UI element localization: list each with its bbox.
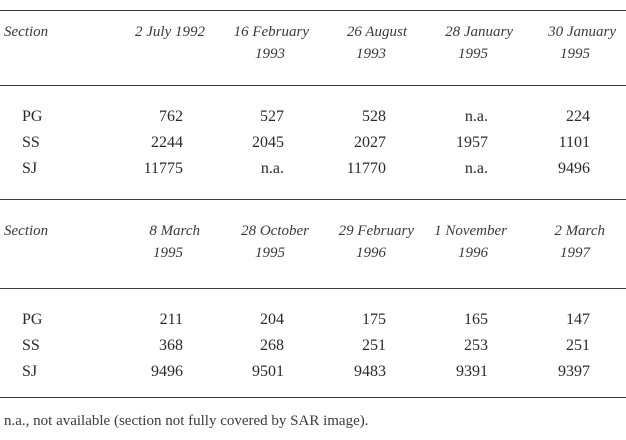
row-label: SS	[22, 337, 40, 354]
block-divider-rule	[0, 199, 626, 200]
date-header: 8 March	[149, 223, 200, 239]
row-label: SS	[22, 134, 40, 151]
table-row	[0, 132, 626, 154]
table-top-rule	[0, 10, 626, 11]
cell-value: 1101	[558, 134, 590, 151]
cell-value: 9496	[151, 363, 183, 380]
table-row	[0, 309, 626, 331]
date-header-year: 1993	[356, 46, 386, 62]
date-header: 1 November	[434, 223, 507, 239]
date-header: 2 March	[554, 223, 605, 239]
cell-value: 9483	[354, 363, 386, 380]
cell-value: 268	[260, 337, 284, 354]
cell-value: 211	[159, 311, 183, 328]
cell-value: 253	[464, 337, 488, 354]
cell-value: 2045	[252, 134, 284, 151]
date-header-year: 1995	[255, 245, 285, 261]
header-rule	[0, 85, 626, 86]
date-header: 26 August	[346, 24, 407, 40]
header-rule	[0, 288, 626, 289]
cell-value: 175	[362, 311, 386, 328]
cell-value: 2244	[151, 134, 183, 151]
cell-value: 224	[566, 108, 590, 125]
cell-value: 9397	[558, 363, 590, 380]
table-bottom-rule	[0, 397, 626, 398]
cell-value: 528	[362, 108, 386, 125]
row-label: SJ	[22, 160, 38, 177]
date-header-year: 1995	[153, 245, 183, 261]
section-header: Section	[4, 24, 49, 40]
cell-value: n.a.	[260, 160, 284, 177]
date-header: 28 January	[445, 24, 513, 40]
cell-value: 9496	[558, 160, 590, 177]
date-header-year: 1996	[356, 245, 386, 261]
cell-value: 165	[464, 311, 488, 328]
date-header-year: 1996	[458, 245, 488, 261]
cell-value: 251	[566, 337, 590, 354]
table-row	[0, 361, 626, 383]
cell-value: 762	[159, 108, 183, 125]
section-header: Section	[4, 223, 49, 239]
cell-value: 9391	[456, 363, 488, 380]
table-row	[0, 335, 626, 357]
table-row	[0, 158, 626, 180]
cell-value: 11770	[346, 160, 386, 177]
date-header: 2 July 1992	[135, 24, 205, 40]
cell-value: 2027	[354, 134, 386, 151]
date-header: 30 January	[548, 24, 616, 40]
row-label: PG	[22, 108, 43, 125]
cell-value: 9501	[252, 363, 284, 380]
cell-value: 1957	[456, 134, 488, 151]
date-header: 28 October	[241, 223, 309, 239]
cell-value: n.a.	[464, 160, 488, 177]
cell-value: 251	[362, 337, 386, 354]
cell-value: n.a.	[464, 108, 488, 125]
cell-value: 368	[159, 337, 183, 354]
date-header: 29 February	[338, 223, 414, 239]
table-footnote: n.a., not available (section not fully covered by SAR image).	[4, 413, 369, 429]
cell-value: 527	[260, 108, 284, 125]
row-label: SJ	[22, 363, 38, 380]
date-header-year: 1995	[560, 46, 590, 62]
table-row	[0, 106, 626, 128]
date-header: 16 February	[233, 24, 309, 40]
row-label: PG	[22, 311, 43, 328]
cell-value: 11775	[143, 160, 183, 177]
date-header-year: 1995	[458, 46, 488, 62]
cell-value: 204	[260, 311, 284, 328]
cell-value: 147	[566, 311, 590, 328]
date-header-year: 1997	[560, 245, 590, 261]
date-header-year: 1993	[255, 46, 285, 62]
